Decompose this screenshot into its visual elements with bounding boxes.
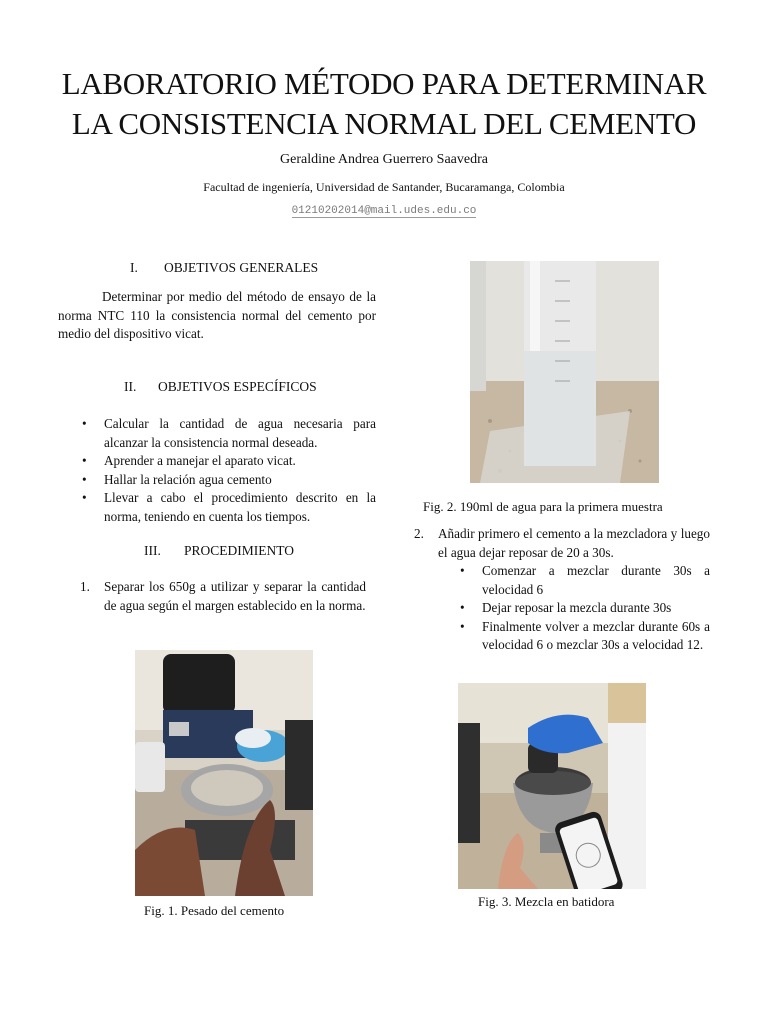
specific-objectives-list — [80, 415, 376, 526]
title-line-1: LABORATORIO MÉTODO PARA DETERMINAR — [61, 66, 707, 101]
figure-1-image — [135, 650, 313, 896]
list-item — [80, 489, 376, 526]
list-item — [458, 599, 710, 618]
bullet-icon: • — [82, 490, 87, 505]
paper-title — [40, 64, 728, 144]
list-item — [414, 525, 710, 562]
bullet-icon: • — [82, 416, 87, 431]
figure-2-image — [470, 261, 659, 483]
author-email[interactable] — [0, 205, 768, 217]
section-heading-1 — [130, 260, 318, 276]
mixer-photo-icon — [458, 683, 646, 889]
author-name: Geraldine Andrea Guerrero Saavedra — [280, 152, 488, 167]
bullet-icon: • — [460, 563, 465, 578]
title-line-2: LA CONSISTENCIA NORMAL DEL CEMENTO — [71, 106, 697, 141]
affiliation: Facultad de ingeniería, Universidad de Santander, Bucaramanga, Colombia — [203, 180, 565, 194]
list-item-text: Llevar a cabo el procedimiento descrito en la norma, teniendo en cuenta los tiempos. — [104, 490, 376, 524]
list-item — [80, 415, 376, 452]
figure-1-caption: Fig. 1. Pesado del cemento — [144, 903, 285, 918]
step-text: Separar los 650g a utilizar y separar la cantidad de agua según el margen establecido en la norma. — [104, 579, 366, 613]
step-text: Añadir primero el cemento a la mezcladora y luego el agua dejar reposar de 20 a 30s. — [438, 526, 710, 560]
section-title: OBJETIVOS ESPECÍFICOS — [158, 379, 317, 394]
section-heading-3 — [144, 543, 294, 559]
step-2-sublist — [458, 562, 710, 655]
list-item-text: Dejar reposar la mezcla durante 30s — [482, 600, 672, 615]
procedure-step-1 — [80, 578, 366, 615]
procedure-step-2 — [414, 525, 710, 562]
list-item-text: Calcular la cantidad de agua necesaria para alcanzar la consistencia normal deseada. — [104, 416, 376, 450]
cement-weighing-photo-icon — [135, 650, 313, 896]
list-item-text: Comenzar a mezclar durante 30s a velocidad 6 — [482, 563, 710, 597]
step-number: 2. — [414, 526, 424, 541]
list-item-text: Finalmente volver a mezclar durante 60s a velocidad 6 o mezclar 30s a velocidad 12. — [482, 618, 710, 652]
list-item-text: Aprender a manejar el aparato vicat. — [104, 453, 296, 468]
section-number: II. — [124, 379, 137, 394]
list-item — [80, 578, 366, 615]
list-item — [80, 452, 376, 471]
bullet-icon: • — [460, 618, 465, 634]
section-heading-2 — [124, 379, 317, 395]
section-number: I. — [130, 260, 138, 275]
list-item — [80, 471, 376, 490]
list-item — [458, 562, 710, 599]
list-item — [458, 618, 710, 655]
figure-3-caption: Fig. 3. Mezcla en batidora — [478, 894, 615, 909]
bullet-icon: • — [460, 600, 465, 615]
section-title: OBJETIVOS GENERALES — [164, 260, 319, 275]
bullet-icon: • — [82, 471, 87, 487]
figure-3-image — [458, 683, 646, 889]
figure-2-caption: Fig. 2. 190ml de agua para la primera muestra — [423, 499, 663, 514]
bullet-icon: • — [82, 453, 87, 468]
step-number: 1. — [80, 579, 90, 594]
general-objective-text: Determinar por medio del método de ensayo de la norma NTC 110 la consistencia normal del cemento por medio del dispositivo vicat. — [58, 289, 376, 341]
list-item-text: Hallar la relación agua cemento — [104, 471, 272, 487]
graduated-cylinder-photo-icon — [470, 261, 659, 483]
section-title: PROCEDIMIENTO — [184, 543, 295, 558]
section-number: III. — [144, 543, 161, 558]
email-link[interactable]: 01210202014@mail.udes.edu.co — [291, 205, 477, 217]
